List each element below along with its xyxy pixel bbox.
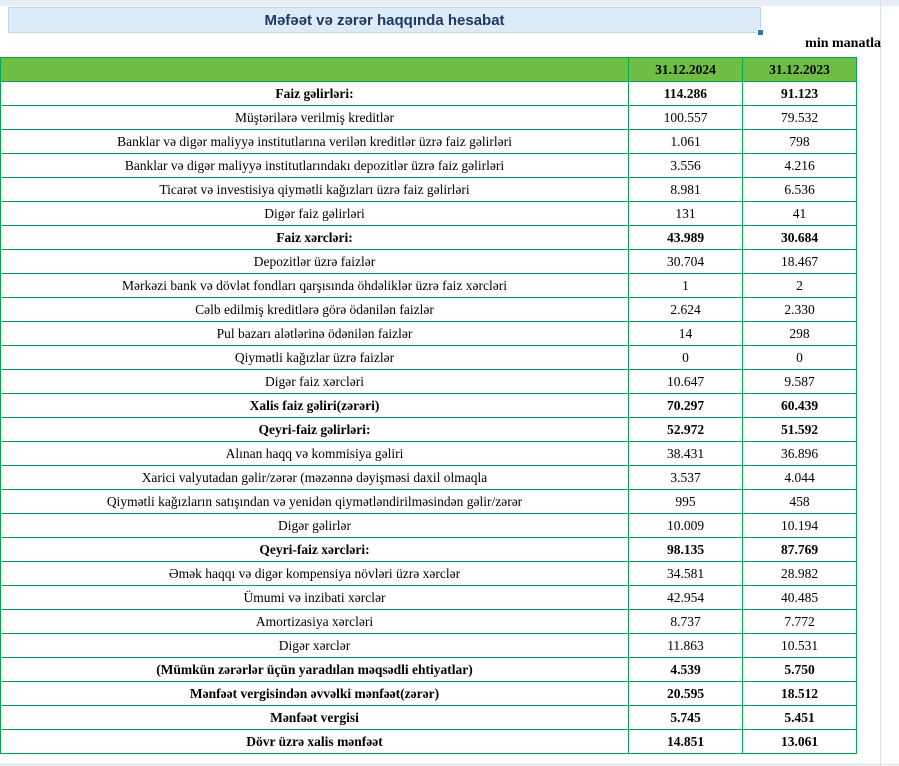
selection-handle[interactable] [757, 29, 764, 36]
header-col-2024[interactable]: 31.12.2024 [629, 58, 743, 82]
value-2024-cell[interactable]: 1 [629, 274, 743, 298]
row-label-cell[interactable]: Digər faiz xərcləri [1, 370, 629, 394]
row-label-cell[interactable]: Banklar və digər maliyyə institutlarındakı depozitlər üzrə faiz gəlirləri [1, 154, 629, 178]
top-gridline-strip [0, 0, 899, 6]
row-label-cell[interactable]: Ticarət və investisiya qiymətli kağızları üzrə faiz gəlirləri [1, 178, 629, 202]
value-2023-cell[interactable]: 18.467 [743, 250, 857, 274]
value-2024-cell[interactable]: 43.989 [629, 226, 743, 250]
value-2023-cell[interactable]: 6.536 [743, 178, 857, 202]
table-row [1, 274, 857, 298]
table-row [1, 202, 857, 226]
value-2024-cell[interactable]: 52.972 [629, 418, 743, 442]
value-2024-cell[interactable]: 3.556 [629, 154, 743, 178]
row-label-cell[interactable]: Banklar və digər maliyyə institutlarına verilən kreditlər üzrə faiz gəlirləri [1, 130, 629, 154]
row-label-cell[interactable]: Ümumi və inzibati xərclər [1, 586, 629, 610]
table-row [1, 442, 857, 466]
value-2023-cell[interactable]: 60.439 [743, 394, 857, 418]
row-label-cell[interactable]: Mənfəət vergisindən əvvəlki mənfəət(zərər) [1, 682, 629, 706]
row-label-cell[interactable]: Müştərilərə verilmiş kreditlər [1, 106, 629, 130]
report-title-bar[interactable] [8, 7, 761, 33]
value-2023-cell[interactable]: 51.592 [743, 418, 857, 442]
table-row [1, 418, 857, 442]
value-2024-cell[interactable]: 30.704 [629, 250, 743, 274]
value-2023-cell[interactable]: 0 [743, 346, 857, 370]
value-2024-cell[interactable]: 34.581 [629, 562, 743, 586]
table-row [1, 682, 857, 706]
bottom-gridline [0, 764, 899, 765]
value-2024-cell[interactable]: 5.745 [629, 706, 743, 730]
report-title: Məfəət və zərər haqqında hesabat [264, 11, 505, 29]
value-2024-cell[interactable]: 98.135 [629, 538, 743, 562]
row-label-cell[interactable]: (Mümkün zərərlər üçün yaradılan məqsədli ehtiyatlar) [1, 658, 629, 682]
value-2024-cell[interactable]: 8.981 [629, 178, 743, 202]
table-row [1, 490, 857, 514]
row-label-cell[interactable]: Qiymətli kağızların satışından və yenidən qiymətləndirilməsindən gəlir/zərər [1, 490, 629, 514]
value-2024-cell[interactable]: 10.009 [629, 514, 743, 538]
value-2023-cell[interactable]: 79.532 [743, 106, 857, 130]
row-label-cell[interactable]: Digər faiz gəlirləri [1, 202, 629, 226]
value-2023-cell[interactable]: 41 [743, 202, 857, 226]
value-2024-cell[interactable]: 38.431 [629, 442, 743, 466]
value-2023-cell[interactable]: 40.485 [743, 586, 857, 610]
row-label-cell[interactable]: Qeyri-faiz gəlirləri: [1, 418, 629, 442]
value-2024-cell[interactable]: 4.539 [629, 658, 743, 682]
value-2023-cell[interactable]: 18.512 [743, 682, 857, 706]
row-label-cell[interactable]: Xarici valyutadan gəlir/zərər (məzənnə dəyişməsi daxil olmaqla [1, 466, 629, 490]
value-2023-cell[interactable]: 10.194 [743, 514, 857, 538]
table-row [1, 562, 857, 586]
table-row [1, 322, 857, 346]
table-row [1, 178, 857, 202]
table-row [1, 106, 857, 130]
value-2024-cell[interactable]: 8.737 [629, 610, 743, 634]
pnl-table [0, 57, 857, 754]
row-label-cell[interactable]: Faiz gəlirləri: [1, 82, 629, 106]
table-header-row [1, 58, 857, 82]
value-2023-cell[interactable]: 10.531 [743, 634, 857, 658]
row-label-cell[interactable]: Dövr üzrə xalis mənfəət [1, 730, 629, 754]
value-2024-cell[interactable]: 114.286 [629, 82, 743, 106]
table-row [1, 346, 857, 370]
value-2023-cell[interactable]: 36.896 [743, 442, 857, 466]
row-label-cell[interactable]: Cəlb edilmiş kreditlərə görə ödənilən faizlər [1, 298, 629, 322]
row-label-cell[interactable]: Amortizasiya xərcləri [1, 610, 629, 634]
table-row [1, 610, 857, 634]
value-2023-cell[interactable]: 13.061 [743, 730, 857, 754]
table-row [1, 394, 857, 418]
value-2024-cell[interactable]: 2.624 [629, 298, 743, 322]
value-2024-cell[interactable]: 10.647 [629, 370, 743, 394]
value-2023-cell[interactable]: 798 [743, 130, 857, 154]
header-empty-cell[interactable] [1, 58, 629, 82]
value-2024-cell[interactable]: 995 [629, 490, 743, 514]
value-2024-cell[interactable]: 70.297 [629, 394, 743, 418]
value-2023-cell[interactable]: 87.769 [743, 538, 857, 562]
unit-note[interactable]: min manatla [805, 36, 881, 51]
table-row [1, 466, 857, 490]
value-2023-cell[interactable]: 30.684 [743, 226, 857, 250]
table-row [1, 706, 857, 730]
header-col-2023[interactable]: 31.12.2023 [743, 58, 857, 82]
table-row [1, 370, 857, 394]
value-2023-cell[interactable]: 4.216 [743, 154, 857, 178]
value-2024-cell[interactable]: 3.537 [629, 466, 743, 490]
value-2023-cell[interactable]: 458 [743, 490, 857, 514]
table-row [1, 730, 857, 754]
value-2024-cell[interactable]: 1.061 [629, 130, 743, 154]
value-2023-cell[interactable]: 2 [743, 274, 857, 298]
table-row [1, 130, 857, 154]
row-label-cell[interactable]: Pul bazarı alətlərinə ödənilən faizlər [1, 322, 629, 346]
value-2024-cell[interactable]: 0 [629, 346, 743, 370]
value-2023-cell[interactable]: 9.587 [743, 370, 857, 394]
value-2024-cell[interactable]: 14.851 [629, 730, 743, 754]
value-2024-cell[interactable]: 20.595 [629, 682, 743, 706]
table-row [1, 154, 857, 178]
value-2023-cell[interactable]: 2.330 [743, 298, 857, 322]
row-label-cell[interactable]: Qiymətli kağızlar üzrə faizlər [1, 346, 629, 370]
table-row [1, 634, 857, 658]
value-2024-cell[interactable]: 131 [629, 202, 743, 226]
table-row [1, 226, 857, 250]
row-label-cell[interactable]: Digər xərclər [1, 634, 629, 658]
table-row [1, 538, 857, 562]
value-2023-cell[interactable]: 4.044 [743, 466, 857, 490]
row-label-cell[interactable]: Mənfəət vergisi [1, 706, 629, 730]
row-label-cell[interactable]: Əmək haqqı və digər kompensiya növləri üzrə xərclər [1, 562, 629, 586]
right-gridline [880, 0, 881, 766]
value-2024-cell[interactable]: 42.954 [629, 586, 743, 610]
table-row [1, 514, 857, 538]
value-2023-cell[interactable]: 5.451 [743, 706, 857, 730]
table-row [1, 586, 857, 610]
row-label-cell[interactable]: Depozitlər üzrə faizlər [1, 250, 629, 274]
value-2023-cell[interactable]: 7.772 [743, 610, 857, 634]
table-body [1, 82, 857, 754]
table-row [1, 250, 857, 274]
value-2024-cell[interactable]: 14 [629, 322, 743, 346]
table-row [1, 298, 857, 322]
row-label-cell[interactable]: Digər gəlirlər [1, 514, 629, 538]
row-label-cell[interactable]: Faiz xərcləri: [1, 226, 629, 250]
row-label-cell[interactable]: Qeyri-faiz xərcləri: [1, 538, 629, 562]
row-label-cell[interactable]: Alınan haqq və kommisiya gəliri [1, 442, 629, 466]
row-label-cell[interactable]: Xalis faiz gəliri(zərəri) [1, 394, 629, 418]
value-2024-cell[interactable]: 11.863 [629, 634, 743, 658]
value-2023-cell[interactable]: 28.982 [743, 562, 857, 586]
table-row [1, 82, 857, 106]
value-2024-cell[interactable]: 100.557 [629, 106, 743, 130]
row-label-cell[interactable]: Mərkəzi bank və dövlət fondları qarşısında öhdəliklər üzrə faiz xərcləri [1, 274, 629, 298]
table-row [1, 658, 857, 682]
value-2023-cell[interactable]: 5.750 [743, 658, 857, 682]
value-2023-cell[interactable]: 298 [743, 322, 857, 346]
value-2023-cell[interactable]: 91.123 [743, 82, 857, 106]
